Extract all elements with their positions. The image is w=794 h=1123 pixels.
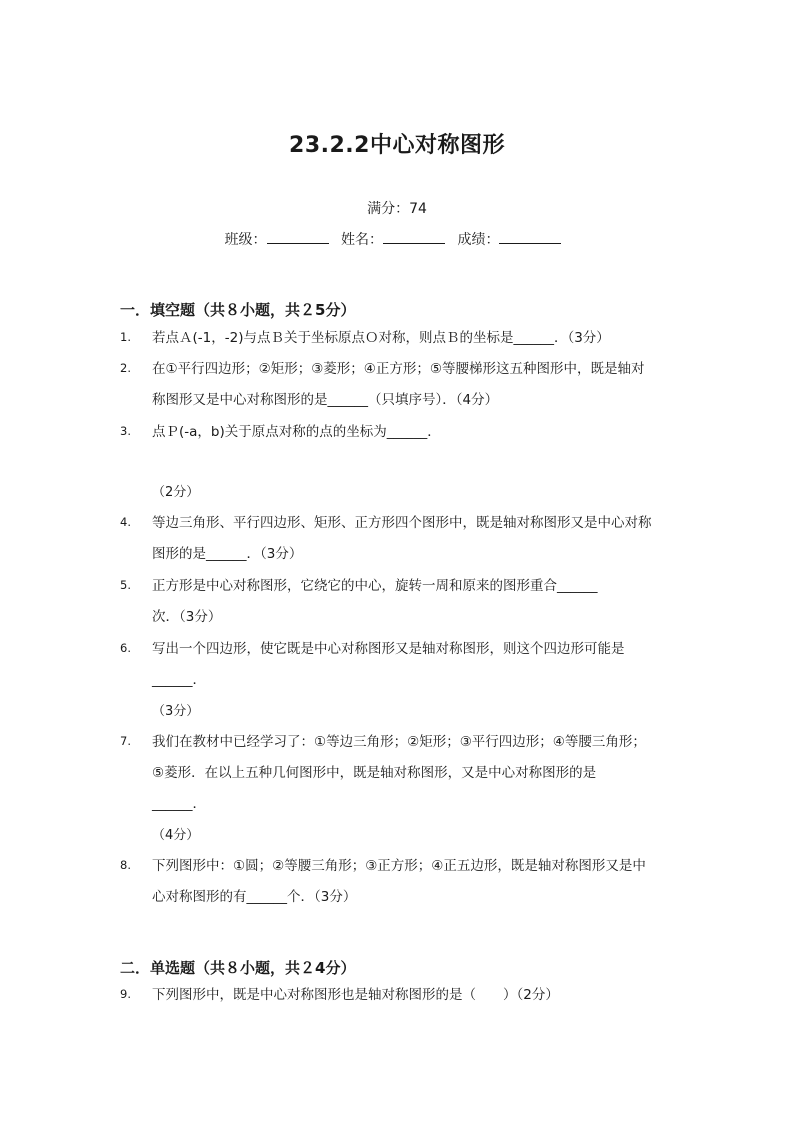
question-text: 写出一个四边形，使它既是中心对称图形又是轴对称图形，则这个四边形可能是 (152, 641, 625, 657)
question-text: 我们在教材中已经学习了：①等边三角形；②矩形；③平行四边形；④等腰三角形； (152, 734, 646, 750)
student-info-line (0, 229, 794, 249)
name-blank[interactable] (383, 231, 445, 244)
question-number: 1. (120, 330, 131, 344)
question-text: 下列图形中，既是中心对称图形也是轴对称图形的是（ ）（2分） (152, 987, 559, 1003)
question-points: （3分） (152, 704, 200, 719)
section-heading-single-choice: 二．单选题（共８小题，共２4分） (120, 959, 356, 977)
question-text: 点Ｐ(-a，b)关于原点对称的点的坐标为______． (152, 424, 441, 440)
name-label: 姓名： (341, 232, 383, 248)
question-number: 7. (120, 734, 131, 748)
question-number: 9. (120, 987, 131, 1001)
section-heading-fill-blank: 一．填空题（共８小题，共２5分） (120, 301, 356, 319)
question-text: 在①平行四边形；②矩形；③菱形；④正方形；⑤等腰梯形这五种图形中，既是轴对 (152, 361, 645, 377)
question-text: ⑤菱形．在以上五种几何图形中，既是轴对称图形，又是中心对称图形的是 (152, 765, 597, 781)
question-text: ______． (152, 672, 206, 688)
full-score: 满分：74 (367, 201, 427, 217)
question-text: 若点Ａ(-1，-2)与点Ｂ关于坐标原点Ｏ对称，则点Ｂ的坐标是______．（3分） (152, 330, 610, 346)
question-number: 5. (120, 578, 131, 592)
grade-label: 成绩： (457, 232, 500, 248)
question-number: 3. (120, 424, 131, 438)
question-number: 2. (120, 361, 131, 375)
question-text: 等边三角形、平行四边形、矩形、正方形四个图形中，既是轴对称图形又是中心对称 (152, 515, 652, 531)
question-text: 图形的是______．（3分） (152, 546, 303, 562)
grade-blank[interactable] (499, 231, 561, 244)
question-text: ______． (152, 796, 206, 812)
question-points: （2分） (152, 485, 200, 500)
question-text: 次．（3分） (152, 609, 222, 625)
question-number: 6. (120, 641, 131, 655)
question-number: 4. (120, 515, 131, 529)
class-label: 班级： (224, 232, 267, 248)
question-points: （4分） (152, 828, 200, 843)
question-text: 称图形又是中心对称图形的是______（只填序号）．（4分） (152, 392, 499, 408)
question-number: 8. (120, 858, 131, 872)
class-blank[interactable] (267, 231, 329, 244)
question-text: 下列图形中：①圆；②等腰三角形；③正方形；④正五边形，既是轴对称图形又是中 (152, 858, 646, 874)
page-title: 23.2.2中心对称图形 (289, 133, 505, 158)
question-text: 正方形是中心对称图形，它绕它的中心，旋转一周和原来的图形重合______ (152, 578, 598, 594)
question-text: 心对称图形的有______个．（3分） (152, 889, 357, 905)
